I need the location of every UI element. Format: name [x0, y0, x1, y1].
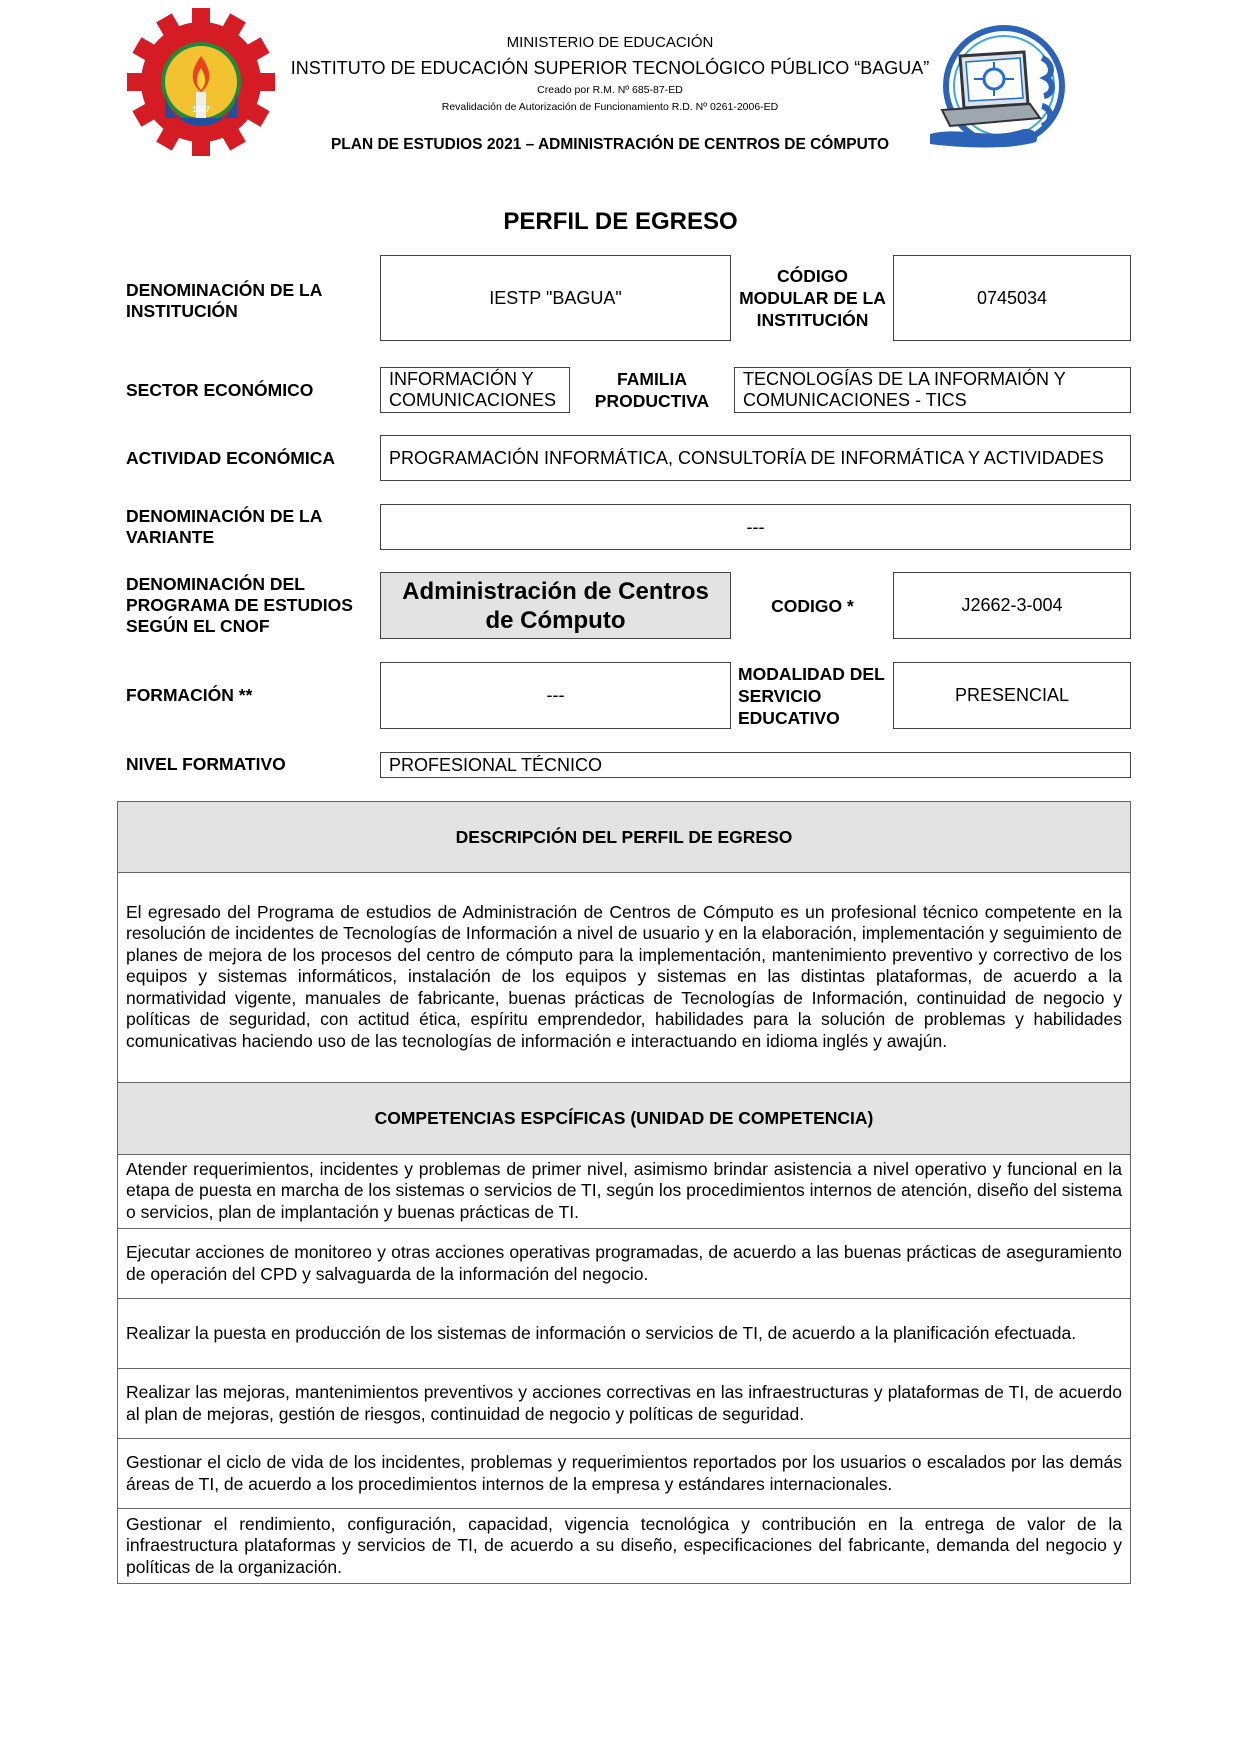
codigo-value: J2662-3-004 — [893, 572, 1131, 639]
variant-label: DENOMINACIÓN DE LA VARIANTE — [126, 506, 322, 547]
formacion-value: --- — [380, 662, 731, 729]
competency-item: Gestionar el ciclo de vida de los incidentes, problemas y requerimientos reportados por los usuarios o escalados por las demás áreas de TI, de acuerdo a los procedimientos internos de la empresa y estándares internacionales. — [117, 1438, 1131, 1509]
revalidation-decree: Revalidación de Autorización de Funcionamiento R.D. Nº 0261-2006-ED — [441, 101, 779, 113]
modalidad-label: MODALIDAD DEL SERVICIO EDUCATIVO — [738, 663, 885, 728]
page-title: PERFIL DE EGRESO — [503, 208, 738, 235]
competency-item: Atender requerimientos, incidentes y problemas de primer nivel, asimismo brindar asistencia a nivel operativo y funcional en la etapa de puesta en marcha de los sistemas o servicios de TI, según los procedimientos internos de atención, diseño del sistema o servicios, plan de implantación y buenas prácticas de TI. — [117, 1154, 1131, 1229]
plan-title: PLAN DE ESTUDIOS 2021 – ADMINISTRACIÓN DE CENTROS DE CÓMPUTO — [330, 136, 890, 153]
profile-description: El egresado del Programa de estudios de Administración de Centros de Cómputo es un profesional técnico competente en la resolución de incidentes de Tecnologías de Información a nivel de usuario y en la elaboración, implementación y seguimiento de planes de mejora de los procesos del centro de cómputo para la implementación, mantenimiento preventivo y correctivo de los equipos y sistemas informáticos, instalación de los equipos y sistemas en las distintas plataformas, de acuerdo a la normatividad vigente, manuales de fabricante, buenas prácticas de Tecnologías de Información, continuidad de negocio y políticas de seguridad, con actitud ética, espíritu emprendedor, habilidades para la solución de problemas y habilidades comunicativas haciendo uso de las tecnologías de información e interactuando en idioma inglés y awajún. — [117, 872, 1131, 1083]
family-value: TECNOLOGÍAS DE LA INFORMAIÓN Y COMUNICACIONES - TICS — [734, 367, 1131, 413]
activity-label: ACTIVIDAD ECONÓMICA — [126, 448, 336, 468]
code-label: CÓDIGO MODULAR DE LA INSTITUCIÓN — [739, 266, 886, 330]
competency-item: Realizar las mejoras, mantenimientos preventivos y acciones correctivas en las infraestructuras y plataformas de TI, de acuerdo al plan de mejoras, gestión de riesgos, continuidad de negocio y políticas de seguridad. — [117, 1368, 1131, 1439]
creation-decree: Creado por R.M. Nº 685-87-ED — [537, 84, 683, 96]
institute-logo — [126, 8, 276, 156]
sector-label: SECTOR ECONÓMICO — [126, 380, 314, 400]
competency-item: Realizar la puesta en producción de los sistemas de información o servicios de TI, de acuerdo a la planificación efectuada. — [117, 1298, 1131, 1369]
nivel-value: PROFESIONAL TÉCNICO — [380, 752, 1131, 778]
sector-value: INFORMACIÓN Y COMUNICACIONES — [380, 367, 570, 413]
competency-item: Gestionar el rendimiento, configuración, capacidad, vigencia tecnológica y contribución en la entrega de valor de la infraestructura plataformas y servicios de TI, de acuerdo a su diseño, especificaciones del fabricante, demanda del negocio y políticas de la organización. — [117, 1508, 1131, 1584]
institution-label: DENOMINACIÓN DE LA INSTITUCIÓN — [126, 280, 322, 321]
variant-value: --- — [380, 504, 1131, 550]
competencies-heading: COMPETENCIAS ESPCÍFICAS (UNIDAD DE COMPETENCIA) — [117, 1082, 1131, 1155]
modalidad-value: PRESENCIAL — [893, 662, 1131, 729]
program-label: DENOMINACIÓN DEL PROGRAMA DE ESTUDIOS SEGÚN EL CNOF — [126, 574, 353, 636]
ministry-name: MINISTERIO DE EDUCACIÓN — [506, 34, 714, 51]
program-value: Administración de Centros de Cómputo — [380, 572, 731, 639]
institute-name: INSTITUTO DE EDUCACIÓN SUPERIOR TECNOLÓGICO PÚBLICO “BAGUA” — [290, 58, 930, 78]
activity-value: PROGRAMACIÓN INFORMÁTICA, CONSULTORÍA DE INFORMÁTICA Y ACTIVIDADES — [380, 435, 1131, 481]
acc-program-logo — [920, 22, 1080, 160]
family-label: FAMILIA PRODUCTIVA — [594, 369, 710, 411]
svg-text:1987: 1987 — [192, 105, 210, 114]
competency-item: Ejecutar acciones de monitoreo y otras acciones operativas programadas, de acuerdo a las buenas prácticas de aseguramiento de operación del CPD y salvaguarda de la información del negocio. — [117, 1228, 1131, 1299]
code-value: 0745034 — [893, 255, 1131, 341]
codigo-label: CODIGO * — [771, 595, 854, 616]
nivel-label: NIVEL FORMATIVO — [126, 754, 286, 774]
profile-heading: DESCRIPCIÓN DEL PERFIL DE EGRESO — [117, 801, 1131, 873]
institution-value: IESTP "BAGUA" — [380, 255, 731, 341]
formacion-label: FORMACIÓN ** — [126, 685, 253, 705]
